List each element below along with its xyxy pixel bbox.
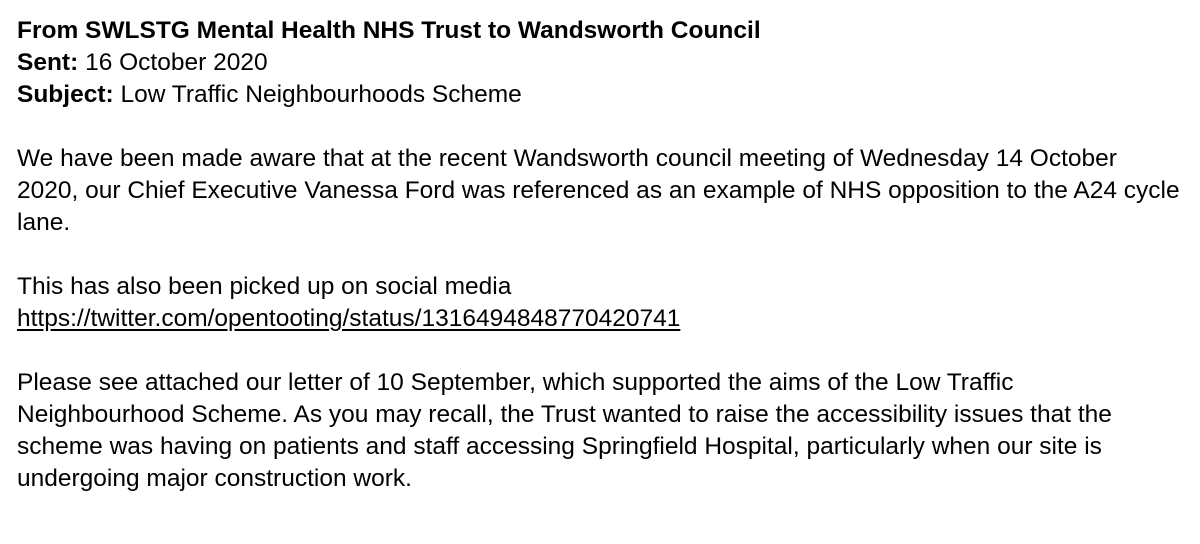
subject-value: Low Traffic Neighbourhoods Scheme <box>120 81 522 108</box>
body-paragraph-3: Please see attached our letter of 10 September, which supported the aims of the Low Traffic Neighbourhood Scheme. As you may recall, the Trust wanted to raise the accessibility issues that the scheme was having on patients and staff accessing Springfield Hospital, particularly when our site is undergoing major construction work. <box>17 369 1112 492</box>
body-paragraph-2 <box>17 271 1184 335</box>
spacer <box>17 111 1184 143</box>
sent-label: Sent: <box>17 49 79 76</box>
sent-line <box>17 47 1184 79</box>
email-title: From SWLSTG Mental Health NHS Trust to Wandsworth Council <box>17 17 761 44</box>
spacer <box>17 335 1184 367</box>
subject-label: Subject: <box>17 81 114 108</box>
spacer <box>17 239 1184 271</box>
twitter-link[interactable]: https://twitter.com/opentooting/status/1316494848770420741 <box>17 305 681 332</box>
social-media-text: This has also been picked up on social media <box>17 273 512 300</box>
body-paragraph-1: We have been made aware that at the recent Wandsworth council meeting of Wednesday 14 October 2020, our Chief Executive Vanessa Ford was referenced as an example of NHS opposition to the A24 cycle lane. <box>17 145 1180 236</box>
subject-line <box>17 79 1184 111</box>
sent-value: 16 October 2020 <box>85 49 268 76</box>
